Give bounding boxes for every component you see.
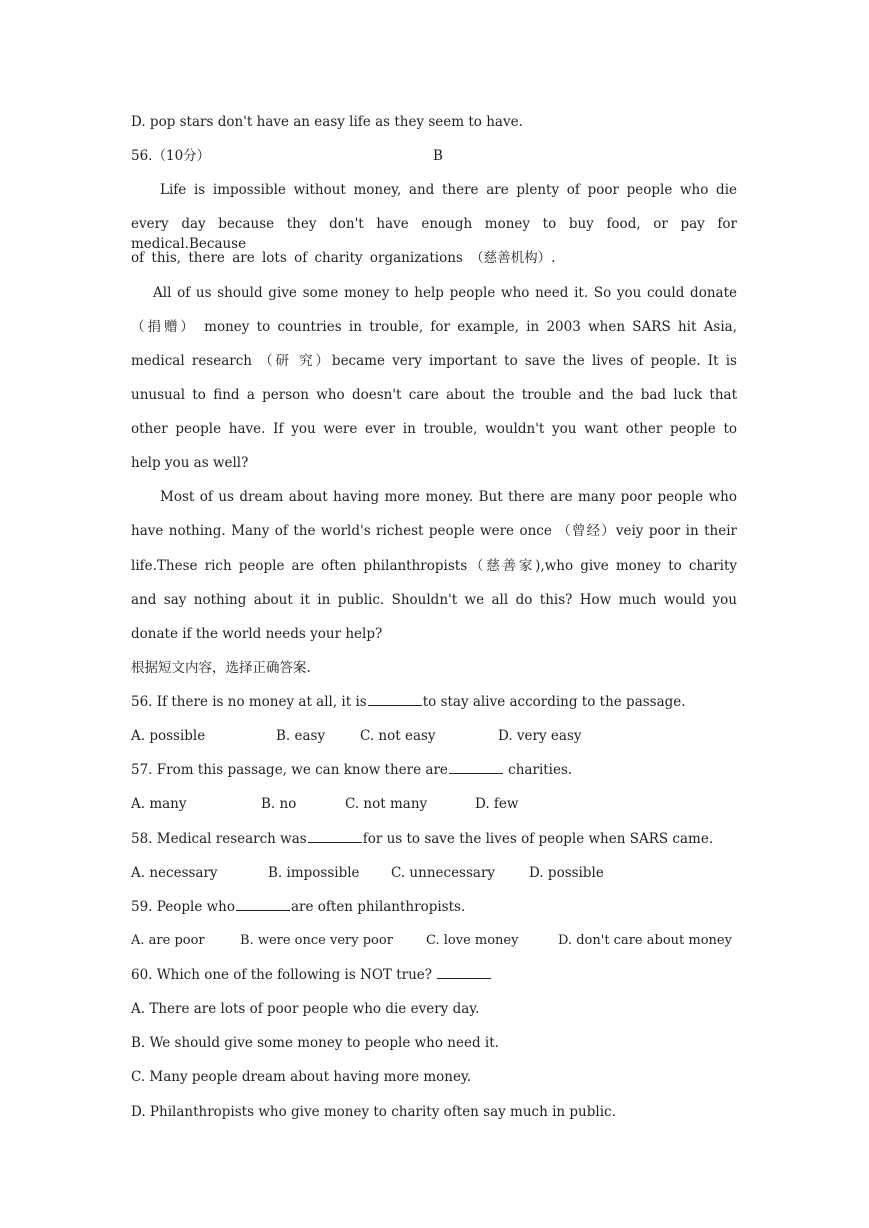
passage-p3-line-3: life.These rich people are often philanthropists（慈善家),who give money to charity: [131, 558, 737, 574]
option-58-d: D. possible: [529, 865, 604, 881]
option-59-b: B. were once very poor: [240, 933, 393, 948]
question-57: [131, 760, 737, 780]
question-58: [131, 829, 737, 849]
passage-p2-line-1: All of us should give some money to help people who need it. So you could donate: [153, 285, 737, 301]
passage-p3-line-5: donate if the world needs your help?: [131, 626, 383, 642]
question-58-text: 58. Medical research was: [131, 831, 307, 847]
question-60: [131, 965, 737, 985]
option-60-b: B. We should give some money to people who need it.: [131, 1035, 499, 1051]
option-57-d: D. few: [475, 796, 519, 812]
question-58-text-after: for us to save the lives of people when SARS came.: [362, 831, 714, 847]
section-label: B: [433, 148, 443, 164]
section-number: 56.: [131, 148, 153, 164]
answer-blank-60: [437, 965, 491, 979]
passage-p2-line-6: help you as well?: [131, 455, 249, 471]
question-59-text: 59. People who: [131, 899, 235, 915]
section-points: （10分）: [152, 148, 211, 164]
passage-p3-line-1: Most of us dream about having more money. But there are many poor people who: [160, 489, 737, 505]
answer-blank-57: [449, 760, 503, 774]
option-58-b: B. impossible: [268, 865, 360, 881]
passage-p2-line-2: （捐赠） money to countries in trouble, for example, in 2003 when SARS hit Asia,: [131, 319, 737, 335]
option-56-b: B. easy: [276, 728, 326, 744]
question-59-text-after: are often philanthropists.: [290, 899, 466, 915]
option-60-d: D. Philanthropists who give money to charity often say much in public.: [131, 1104, 616, 1120]
question-56: [131, 692, 737, 712]
option-60-c: C. Many people dream about having more money.: [131, 1069, 472, 1085]
option-60-a: A. There are lots of poor people who die every day.: [131, 1001, 480, 1017]
passage-p1-line-3: of this, there are lots of charity organizations （慈善机构）.: [131, 250, 556, 266]
option-56-a: A. possible: [131, 728, 206, 744]
option-56-c: C. not easy: [360, 728, 436, 744]
option-56-d: D. very easy: [498, 728, 582, 744]
option-58-a: A. necessary: [131, 865, 218, 881]
instruction: 根据短文内容，选择正确答案.: [131, 660, 311, 676]
passage-p2-line-3: medical research （研 究）became very important to save the lives of people. It is: [131, 353, 737, 369]
question-56-text-after: to stay alive according to the passage.: [422, 694, 686, 710]
question-57-text: 57. From this passage, we can know there are: [131, 762, 448, 778]
option-59-a: A. are poor: [131, 933, 205, 948]
question-56-text: 56. If there is no money at all, it is: [131, 694, 367, 710]
answer-blank-56: [368, 692, 422, 706]
answer-blank-58: [308, 829, 362, 843]
passage-p1-line-1: Life is impossible without money, and there are plenty of poor people who die: [160, 182, 737, 198]
passage-p1-line-2: every day because they don't have enough money to buy food, or pay for medical.Because: [131, 216, 737, 252]
answer-blank-59: [236, 897, 290, 911]
option-58-c: C. unnecessary: [391, 865, 496, 881]
passage-p3-line-2: have nothing. Many of the world's richest people were once （曾经）veiy poor in their: [131, 523, 737, 539]
option-59-c: C. love money: [426, 933, 519, 948]
option-57-c: C. not many: [345, 796, 428, 812]
passage-p2-line-4: unusual to find a person who doesn't care about the trouble and the bad luck that: [131, 387, 737, 403]
question-59: [131, 897, 737, 917]
passage-p2-line-5: other people have. If you were ever in trouble, wouldn't you want other people to: [131, 421, 737, 437]
passage-p3-line-4: and say nothing about it in public. Shouldn't we all do this? How much would you: [131, 592, 737, 608]
option-57-b: B. no: [261, 796, 297, 812]
prev-option-d: D. pop stars don't have an easy life as they seem to have.: [131, 114, 523, 130]
option-59-d: D. don't care about money: [558, 933, 732, 948]
question-57-text-after: charities.: [503, 762, 573, 778]
option-57-a: A. many: [131, 796, 187, 812]
question-60-text: 60. Which one of the following is NOT true?: [131, 967, 433, 983]
